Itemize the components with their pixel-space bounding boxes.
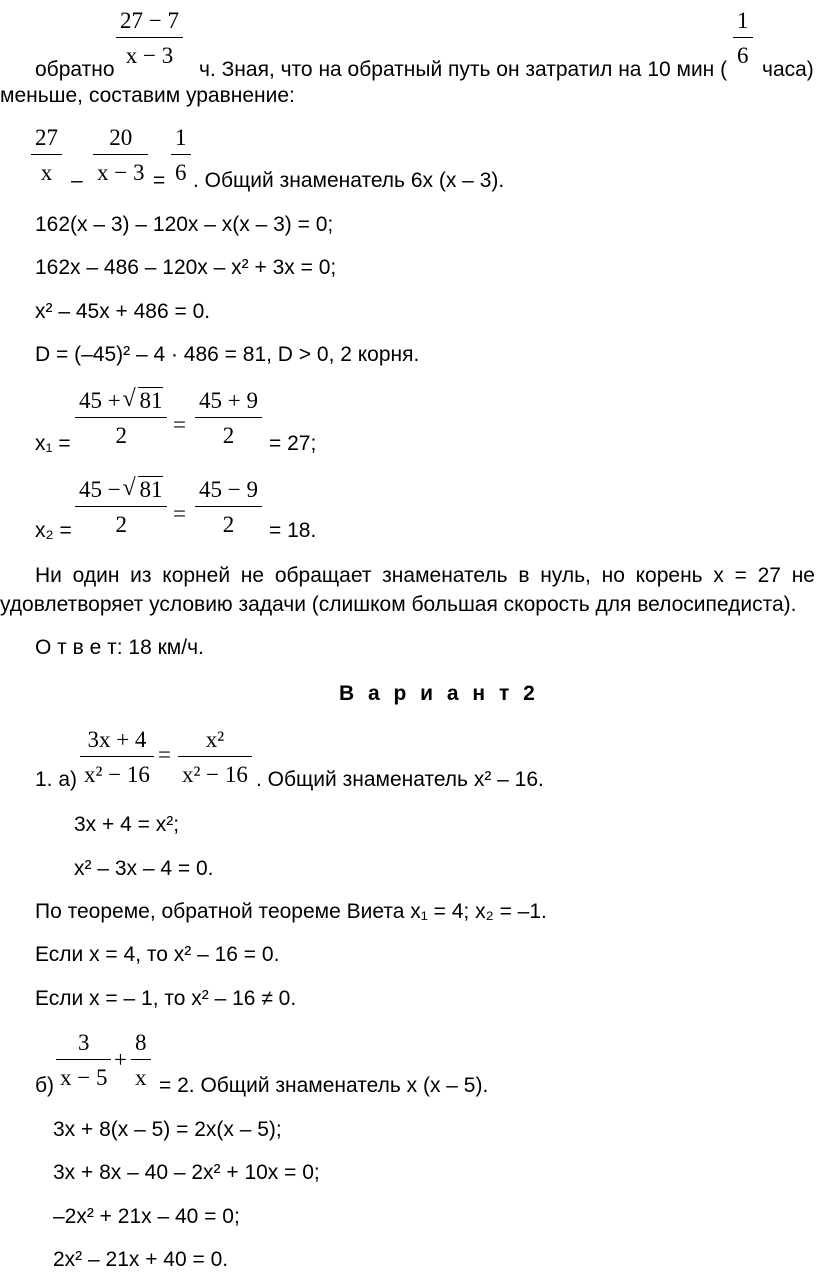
step-line-1: 162(x – 3) – 120x – x(x – 3) = 0; — [35, 213, 334, 236]
fraction-denominator: 2 — [222, 423, 235, 449]
fraction-denominator: 2 — [115, 423, 127, 449]
fraction-x1-sqrt — [75, 388, 167, 449]
equals-sign: = — [158, 742, 171, 767]
step-line-2: 162x – 486 – 120x – x² + 3x = 0; — [35, 256, 337, 279]
radicand: 81 — [139, 388, 163, 413]
fraction-x1-simplified — [195, 388, 262, 449]
fraction-8-over-x — [131, 1030, 151, 1091]
fraction-denominator: x − 3 — [97, 160, 145, 186]
fraction-numerator: 8 — [135, 1030, 147, 1055]
fraction-numerator: 3x + 4 — [87, 727, 147, 752]
fraction-numerator: 1 — [737, 8, 749, 33]
plus-sign: + — [114, 1047, 127, 1072]
conclusion-line-1: Ни один из корней не обращает знаменатель в нуль, но корень x = 27 не — [35, 564, 815, 587]
task-1b-step-2: 3x + 8x – 40 – 2x² + 10x = 0; — [53, 1161, 320, 1184]
fraction-x2-simplified — [195, 477, 262, 538]
fraction-20-over-x-3 — [93, 125, 148, 186]
fraction-denominator: x − 3 — [125, 43, 174, 69]
task-1b-common-denominator: = 2. Общий знаменатель x (x – 5). — [159, 1074, 489, 1097]
fraction-x2-sqrt — [75, 477, 167, 538]
conclusion-line-2: удовлетворяет условию задачи (слишком большая скорость для велосипедиста). — [0, 593, 797, 616]
x1-result: = 27; — [269, 432, 317, 455]
task-1b-step-3: –2x² + 21x – 40 = 0; — [53, 1205, 240, 1228]
text-common-denominator: . Общий знаменатель 6x (x – 3). — [193, 169, 505, 192]
fraction-denominator: x² − 16 — [182, 762, 248, 788]
x1-label: x₁ = — [35, 432, 71, 455]
task-1b-step-4: 2x² – 21x + 40 = 0. — [53, 1248, 229, 1271]
step-line-3: x² – 45x + 486 = 0. — [35, 300, 211, 323]
variant-heading: В а р и а н т 2 — [339, 682, 539, 705]
numerator-part: 45 − — [79, 477, 121, 502]
task-1a-step-2: x² – 3x – 4 = 0. — [74, 857, 214, 880]
equals-sign: = — [173, 412, 186, 437]
fraction-numerator — [75, 388, 167, 413]
radicand: 81 — [139, 477, 163, 502]
task-1a-vieta: По теореме, обратной теореме Виета x₁ = 4; x₂ = –1. — [35, 900, 547, 923]
numerator-part: 45 + — [79, 388, 121, 413]
task-1a-check-2: Если x = – 1, то x² – 16 ≠ 0. — [35, 987, 297, 1010]
fraction-one-sixth — [733, 8, 753, 69]
fraction-denominator: x — [40, 160, 53, 186]
fraction-denominator: x − 5 — [60, 1065, 108, 1091]
text-obratno: обратно — [35, 58, 115, 81]
fraction-numerator: 20 — [109, 125, 133, 150]
fraction-numerator: 45 + 9 — [199, 388, 258, 413]
equals-sign: = — [153, 169, 166, 192]
text-intro-line2: меньше, составим уравнение: — [0, 84, 295, 107]
task-1b-label: б) — [35, 1074, 55, 1097]
fraction-numerator: 27 − 7 — [120, 8, 179, 33]
task-1a-common-denominator: . Общий знаменатель x² – 16. — [256, 768, 544, 791]
equals-sign: = — [173, 501, 186, 526]
answer-line: О т в е т: 18 км/ч. — [35, 636, 204, 659]
sqrt-symbol — [126, 477, 163, 502]
fraction-numerator — [75, 477, 167, 502]
x2-label: x₂ = — [35, 519, 72, 542]
x2-result: = 18. — [269, 519, 317, 542]
fraction-time-back — [116, 8, 183, 69]
text-time-statement: ч. Зная, что на обратный путь он затратил на 10 мин ( — [199, 58, 728, 81]
fraction-numerator: 45 − 9 — [199, 477, 258, 502]
fraction-1-over-6 — [171, 125, 191, 186]
task-1a-step-1: 3x + 4 = x²; — [74, 813, 180, 836]
fraction-3x-plus-4 — [80, 727, 154, 788]
fraction-27-over-x — [31, 125, 62, 186]
fraction-denominator: 6 — [737, 43, 749, 69]
fraction-denominator: x — [135, 1065, 147, 1091]
fraction-denominator: 2 — [115, 512, 127, 538]
sqrt-symbol — [126, 388, 163, 413]
fraction-denominator: 6 — [175, 160, 187, 186]
fraction-numerator: x² — [205, 727, 225, 752]
fraction-3-over-x-5 — [56, 1030, 111, 1091]
text-hours: часа) — [762, 58, 814, 81]
fraction-numerator: 1 — [175, 125, 187, 150]
fraction-denominator: 2 — [222, 512, 235, 538]
fraction-denominator: x² − 16 — [84, 762, 150, 788]
minus-sign: – — [71, 169, 83, 192]
task-1b-step-1: 3x + 8(x – 5) = 2x(x – 5); — [53, 1118, 282, 1141]
discriminant-line: D = (–45)² – 4 · 486 = 81, D > 0, 2 корня. — [35, 343, 420, 366]
fraction-x2-over-x2-16 — [178, 727, 252, 788]
task-1a-label: 1. а) — [35, 768, 78, 791]
task-1a-check-1: Если x = 4, то x² – 16 = 0. — [35, 943, 280, 966]
fraction-numerator: 27 — [35, 125, 58, 150]
fraction-numerator: 3 — [77, 1030, 90, 1055]
